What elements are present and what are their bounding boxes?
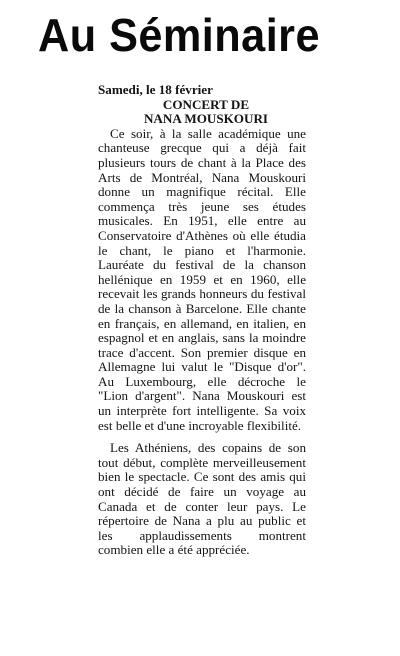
- article-paragraph-1: Ce soir, à la salle académique une chanteuse grecque qui a déjà fait plusieurs tours de chant à la Place des Arts de Montréal, Nana Mouskouri donne un magnifique récital. Elle commença très jeune ses études musicales. En 1951, elle entre au Conservatoire d'Athènes où elle étudia le chant, le piano et l'harmonie. Lauréate du festival de la chanson hellénique en 1959 et en 1960, elle recevait les grands honneurs du festival de la chanson à Barcelone. Elle chante en français, en allemand, en italien, en espagnol et en anglais, sans la moindre trace d'accent. Son premier disque en Allemagne lui valut le "Disque d'or". Au Luxembourg, elle décroche le "Lion d'argent". Nana Mouskouri est un interprète fort intelligente. Sa voix est belle et d'une incroyable flexibilité.: [98, 125, 306, 433]
- article-column: [98, 83, 306, 558]
- headline: Au Séminaire: [38, 9, 320, 61]
- article-title-line-1: CONCERT DE: [162, 96, 250, 112]
- article-paragraph-2: Les Athéniens, des copains de son tout début, complète merveilleusement bien le spectacle. Ce sont des amis qui ont décidé de faire un voyage au Canada et de conter leur pays. Le répertoire de Nana a plu au public et les applaudissements montrent combien elle a été appréciée.: [98, 440, 306, 558]
- dateline: Samedi, le 18 février: [98, 82, 213, 97]
- article-title-line-2: NANA MOUSKOURI: [143, 111, 269, 127]
